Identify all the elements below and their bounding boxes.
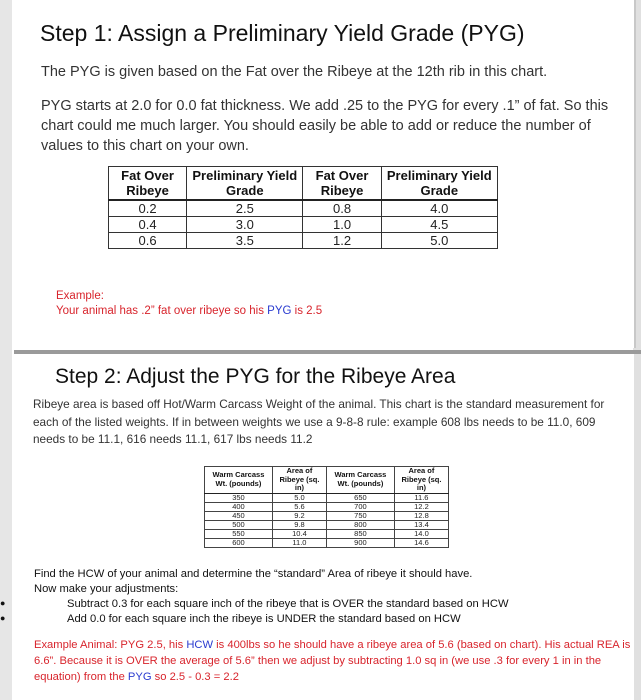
adjustment-list: [67, 597, 509, 627]
table-cell: 750: [326, 511, 394, 520]
table-cell: 400: [205, 502, 273, 511]
table-cell: 4.5: [381, 217, 497, 233]
table-row: [205, 529, 449, 538]
table-cell: 350: [205, 493, 273, 502]
table-cell: 13.4: [394, 520, 448, 529]
example-pyg-term: PYG: [267, 305, 292, 317]
table-cell: 850: [326, 529, 394, 538]
table-cell: 0.6: [109, 233, 187, 249]
ribeye-header-area-2: Area of Ribeye (sq. in): [394, 467, 448, 494]
table-cell: 0.8: [303, 200, 381, 217]
table-cell: 5.0: [381, 233, 497, 249]
table-row: [205, 520, 449, 529]
step2-title: Step 2: Adjust the PYG for the Ribeye Area: [55, 365, 456, 388]
example-hcw-term: HCW: [186, 639, 214, 651]
table-cell: 5.0: [272, 493, 326, 502]
table-cell: 2.5: [187, 200, 303, 217]
table-cell: 1.0: [303, 217, 381, 233]
table-cell: 3.0: [187, 217, 303, 233]
example-part2: is 400lbs so he should have a ribeye area of 5.6 (based on chart). His actual REA is 6.6”. Because it is OVER the average of 5.6” then we adjust by subtracting 1.0 sq in (we use .3 for every 1 in in the equation) from the: [34, 639, 631, 683]
table-cell: 14.6: [394, 538, 448, 547]
pyg-header-fat-2: Fat Over Ribeye: [303, 167, 381, 201]
table-cell: 0.4: [109, 217, 187, 233]
table-cell: 0.2: [109, 200, 187, 217]
adjust-line: Now make your adjustments:: [34, 583, 179, 595]
table-cell: 700: [326, 502, 394, 511]
pyg-header-fat-1: Fat Over Ribeye: [109, 167, 187, 201]
ribeye-table: [204, 466, 449, 548]
ribeye-header-weight-2: Warm Carcass Wt. (pounds): [326, 467, 394, 494]
left-margin-rule: [0, 0, 12, 700]
table-cell: 4.0: [381, 200, 497, 217]
step1-title: Step 1: Assign a Preliminary Yield Grade (PYG): [40, 20, 525, 46]
pyg-table: [108, 166, 498, 249]
ribeye-table-header-row: [205, 467, 449, 494]
table-cell: 5.6: [272, 502, 326, 511]
table-cell: 500: [205, 520, 273, 529]
table-row: [109, 200, 498, 217]
table-cell: 650: [326, 493, 394, 502]
find-hcw-line: Find the HCW of your animal and determine the “standard” Area of ribeye it should have.: [34, 568, 473, 580]
table-row: [205, 493, 449, 502]
step1-intro: The PYG is given based on the Fat over the Ribeye at the 12th rib in this chart.: [41, 64, 548, 80]
table-row: [205, 511, 449, 520]
ribeye-header-weight-1: Warm Carcass Wt. (pounds): [205, 467, 273, 494]
step2-explanation: Ribeye area is based off Hot/Warm Carcass Weight of the animal. This chart is the standard measurement for each of the listed weights. If in between weights we use a 9-8-8 rule: example 608 lbs needs to be 11.0, 609 needs to be 11.1, 616 needs 11.1, 617 lbs needs 11.2: [33, 397, 605, 446]
example-text-after: is 2.5: [291, 305, 323, 317]
table-row: [205, 502, 449, 511]
table-cell: 14.0: [394, 529, 448, 538]
table-cell: 11.0: [272, 538, 326, 547]
pyg-table-header-row: [109, 167, 498, 201]
list-item: Subtract 0.3 for each square inch of the ribeye that is OVER the standard based on HCW: [67, 598, 509, 610]
step2-panel: [14, 354, 634, 700]
table-cell: 9.2: [272, 511, 326, 520]
step1-example: [56, 289, 322, 319]
bullet-dot-icon: ●: [0, 613, 6, 623]
table-cell: 3.5: [187, 233, 303, 249]
example-part3: so 2.5 - 0.3 = 2.2: [151, 671, 239, 683]
table-row: [109, 217, 498, 233]
pyg-header-yield-1: Preliminary Yield Grade: [187, 167, 303, 201]
pyg-header-yield-2: Preliminary Yield Grade: [381, 167, 497, 201]
example-part1: Example Animal: PYG 2.5, his: [34, 639, 187, 651]
table-cell: 9.8: [272, 520, 326, 529]
example-pyg-term: PYG: [127, 671, 152, 683]
table-cell: 600: [205, 538, 273, 547]
table-cell: 800: [326, 520, 394, 529]
table-row: [205, 538, 449, 547]
example-text-before: Your animal has .2” fat over ribeye so his: [56, 305, 268, 317]
table-cell: 1.2: [303, 233, 381, 249]
table-cell: 900: [326, 538, 394, 547]
table-cell: 10.4: [272, 529, 326, 538]
table-cell: 11.6: [394, 493, 448, 502]
step1-panel: [14, 0, 636, 348]
table-cell: 450: [205, 511, 273, 520]
table-cell: 550: [205, 529, 273, 538]
step2-instructions: [34, 567, 472, 597]
table-row: [109, 233, 498, 249]
step1-example-label: Example:: [56, 290, 104, 302]
bullet-dot-icon: ●: [0, 598, 6, 608]
step1-example-text: [56, 304, 322, 319]
ribeye-header-area-1: Area of Ribeye (sq. in): [272, 467, 326, 494]
list-item: Add 0.0 for each square inch the ribeye is UNDER the standard based on HCW: [67, 613, 461, 625]
step1-explanation: PYG starts at 2.0 for 0.0 fat thickness. We add .25 to the PYG for every .1” of fat. So this chart could me much larger. You should easily be able to add or reduce the number of values to this chart on your own.: [41, 98, 609, 154]
table-cell: 12.8: [394, 511, 448, 520]
step2-example: [34, 637, 634, 685]
table-cell: 12.2: [394, 502, 448, 511]
